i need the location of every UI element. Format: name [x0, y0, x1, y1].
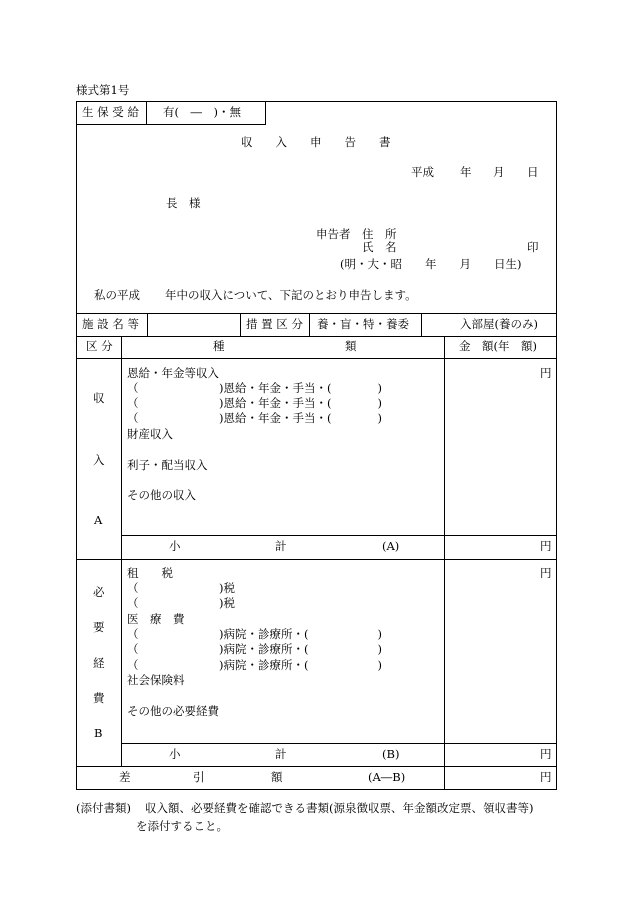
expense-side-3: 経	[93, 656, 105, 670]
name-label: 氏 名	[362, 240, 397, 254]
expense-item: （ )病院・診療所・( )	[127, 642, 382, 656]
facility-row-top	[76, 313, 556, 314]
address-label: 住 所	[362, 227, 397, 241]
measure-value: 養・盲・特・養委	[317, 317, 409, 331]
income-item: （ )恩給・年金・手当・( )	[127, 411, 382, 425]
seiho-cell-bottom	[76, 124, 266, 125]
seiho-label: 生 保 受 給	[82, 105, 139, 119]
income-subtotal-yen: 円	[540, 539, 552, 553]
facility-label: 施 設 名 等	[82, 317, 139, 331]
facility-div-1	[147, 313, 148, 336]
expense-item: その他の必要経費	[127, 704, 219, 718]
income-item: 財産収入	[127, 427, 173, 441]
form-border-top	[76, 101, 556, 102]
facility-div-3	[309, 313, 310, 336]
applicant-label: 申告者	[316, 227, 351, 241]
header-type-2: 類	[345, 339, 357, 353]
seiho-value: 有( ― )・無	[163, 105, 241, 119]
expense-item: （ )病院・診療所・( )	[127, 658, 382, 672]
income-yen: 円	[540, 366, 552, 380]
room-label: 入部屋(養のみ)	[460, 317, 538, 331]
facility-div-4	[421, 313, 422, 336]
expense-subtotal-top	[121, 743, 556, 744]
income-item: その他の収入	[127, 488, 196, 502]
header-category: 区 分	[86, 339, 113, 353]
seal-mark: 印	[527, 240, 539, 254]
difference-char-3: 額	[271, 770, 283, 784]
facility-div-2	[240, 313, 241, 336]
attachment-line-2: を添付すること。	[136, 819, 228, 833]
expense-item: 社会保険料	[127, 673, 185, 687]
expense-side-4: 費	[93, 691, 105, 705]
expense-subtotal-yen: 円	[540, 747, 552, 761]
date-era: 平成	[411, 165, 434, 179]
income-subtotal-kei: 計	[275, 539, 287, 553]
income-item: （ )恩給・年金・手当・( )	[127, 396, 382, 410]
expense-item: （ )税	[127, 581, 235, 595]
category-col-divider	[121, 336, 122, 766]
seiho-divider	[146, 101, 147, 124]
difference-char-2: 引	[193, 770, 205, 784]
income-section-bottom	[76, 559, 556, 560]
income-subtotal-code: (A)	[382, 539, 400, 553]
income-subtotal-sho: 小	[169, 539, 181, 553]
expense-item: （ )病院・診療所・( )	[127, 627, 382, 641]
declaration-prefix: 私の平成	[94, 288, 140, 302]
expense-item: 医 療 費	[127, 612, 185, 626]
amount-col-divider	[444, 336, 445, 789]
income-item: 利子・配当収入	[127, 458, 208, 472]
expense-side-2: 要	[93, 620, 105, 634]
addressee: 長 様	[166, 196, 201, 210]
header-type-1: 種	[213, 339, 225, 353]
difference-code: (A―B)	[368, 770, 406, 784]
measure-label: 措 置 区 分	[246, 317, 303, 331]
birth-date: (明・大・昭 年 月 日生)	[340, 257, 522, 271]
expense-subtotal-kei: 計	[275, 747, 287, 761]
header-row-top	[76, 336, 556, 337]
expense-subtotal-sho: 小	[169, 747, 181, 761]
form-border-right	[556, 101, 557, 790]
attachment-label: (添付書類)	[76, 801, 131, 815]
income-side-1: 収	[93, 391, 105, 405]
income-item: （ )恩給・年金・手当・( )	[127, 381, 382, 395]
seiho-cell-right	[265, 101, 266, 124]
income-side-3: A	[94, 513, 103, 527]
difference-yen: 円	[540, 770, 552, 784]
expense-yen: 円	[540, 566, 552, 580]
header-row-bottom	[76, 358, 556, 359]
attachment-line-1: 収入額、必要経費を確認できる書類(源泉徴収票、年金額改定票、領収書等)	[145, 801, 534, 815]
difference-char-1: 差	[119, 770, 131, 784]
expense-item: （ )税	[127, 596, 235, 610]
expense-side-5: B	[94, 726, 103, 740]
form-border-left	[76, 101, 77, 790]
income-subtotal-top	[121, 535, 556, 536]
form-title: 収 入 申 告 書	[241, 135, 391, 149]
form-number: 様式第1号	[76, 83, 130, 97]
header-amount: 金 額(年 額)	[459, 339, 537, 353]
form-border-bottom	[76, 789, 557, 790]
date-day: 日	[527, 165, 539, 179]
income-item: 恩給・年金等収入	[127, 366, 219, 380]
income-side-2: 入	[93, 453, 105, 467]
expense-item: 租 税	[127, 566, 173, 580]
declaration-suffix: 年中の収入について、下記のとおり申告します。	[165, 288, 417, 302]
date-year: 年	[460, 165, 472, 179]
expense-subtotal-code: (B)	[382, 747, 400, 761]
expense-side-1: 必	[93, 585, 105, 599]
expense-section-bottom	[76, 766, 556, 767]
date-month: 月	[493, 165, 505, 179]
